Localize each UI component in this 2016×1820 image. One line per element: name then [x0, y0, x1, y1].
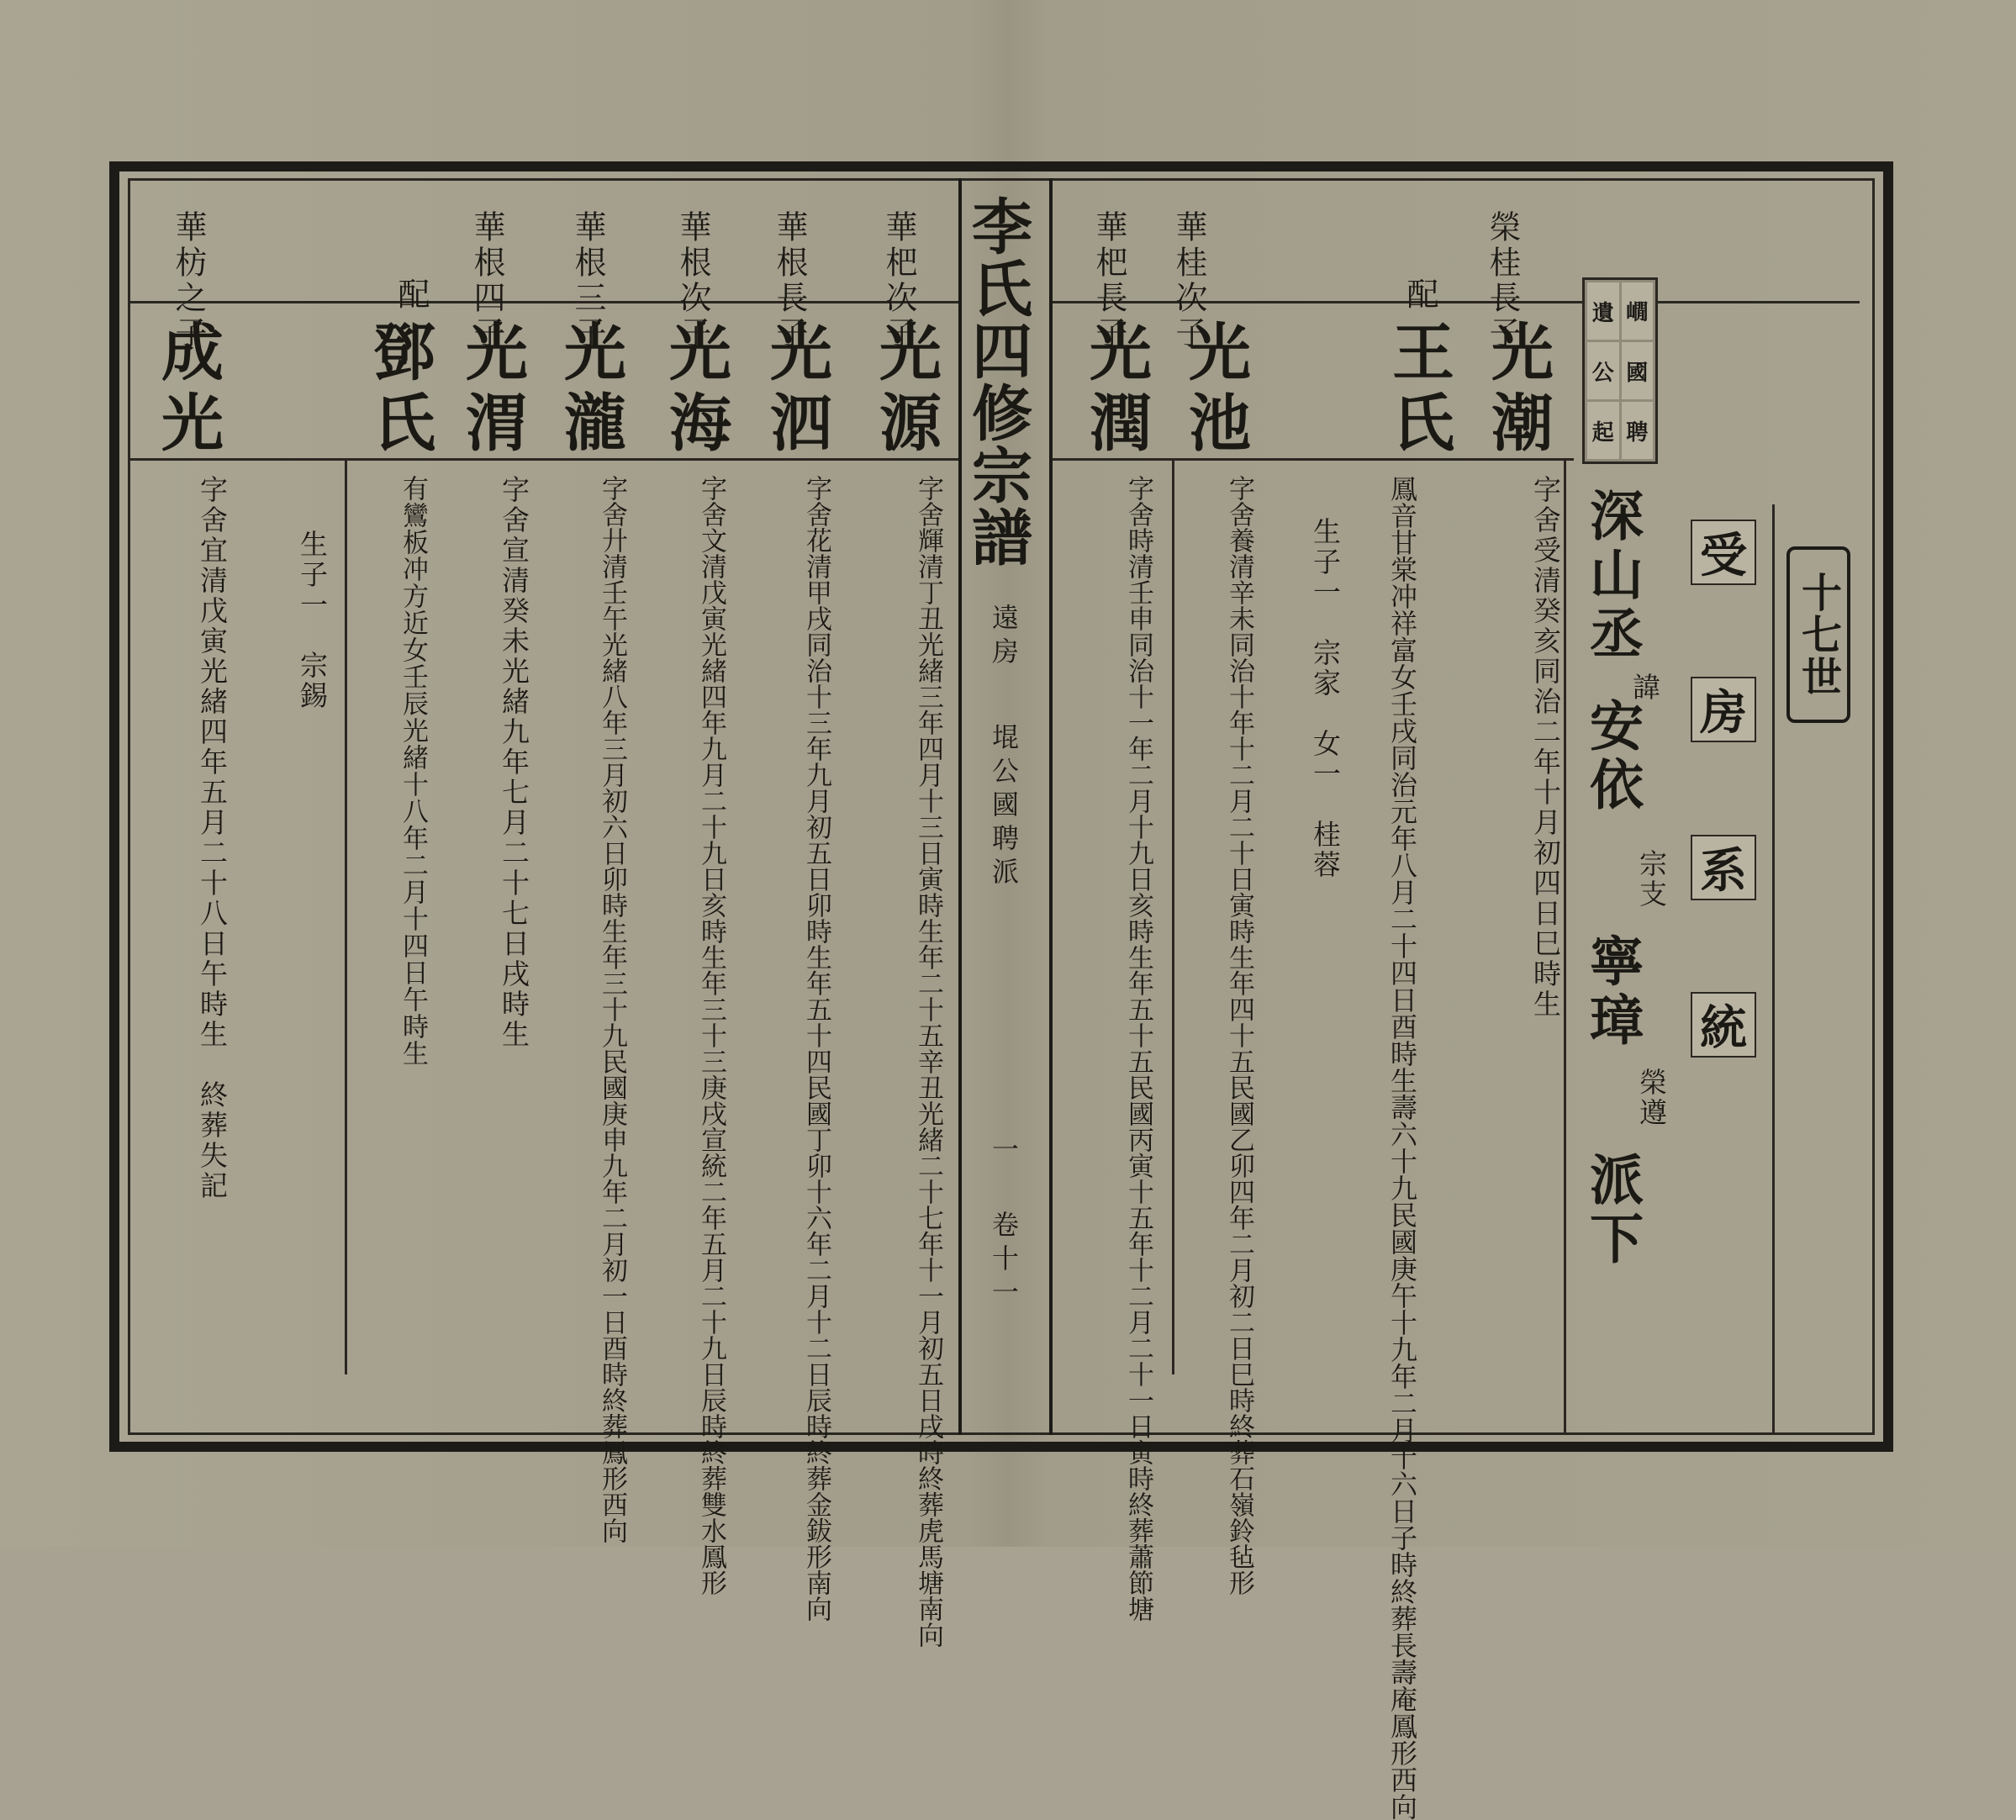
- ancestor-line-1: 深山丞: [1581, 488, 1644, 664]
- entry-name: 成光: [151, 319, 224, 461]
- seal-char: 公: [1587, 342, 1619, 399]
- seal-char: 聘: [1622, 402, 1654, 459]
- branch-label: 遠房: [988, 604, 1020, 671]
- name-divider-left: [128, 458, 958, 461]
- entry-bio: 字舍花清甲戌同治十三年九月初五日卯時生年五十四民國丁卯十六年二月十二日辰時終葬金鈸形南向: [801, 475, 831, 1622]
- ancestor-note-1: 諱: [1628, 673, 1661, 703]
- entry-relation: 華桂次子: [1170, 210, 1207, 351]
- ancestor-line-3: 寧璋: [1581, 933, 1644, 1051]
- entry-bio: 字舍輝清丁丑光緒三年四月十三日寅時生年二十五辛丑光緒二十七年十一月初五日戌時終葬虎馬塘南向: [913, 475, 943, 1648]
- entry-name: 王氏: [1382, 319, 1454, 461]
- volume-label: 卷十一: [988, 1211, 1020, 1311]
- lineage-label: 堒公國聘派: [988, 723, 1020, 891]
- entry-bio: 字舍時清壬申同治十一年二月十九日亥時生年五十五民國丙寅十五年十二月二十一日寅時終葬蕭節塘: [1123, 475, 1153, 1622]
- entry-bio: 鳳音甘棠冲祥富女壬戌同治元年八月二十四日酉時生壽六十九民國庚午十九年二月十六日子時終葬長壽庵鳳形西向: [1386, 475, 1418, 1820]
- relation-divider-left: [128, 301, 958, 303]
- col-divider: [1172, 458, 1174, 1374]
- seal-char: 國: [1622, 342, 1654, 399]
- ancestor-note-3: 榮遵: [1635, 1068, 1668, 1128]
- section-title-char: 受: [1691, 520, 1756, 585]
- section-title: [1690, 520, 1757, 1058]
- col-divider: [345, 458, 347, 1374]
- entry-relation: 配: [1401, 277, 1438, 313]
- entry-name: 光海: [659, 319, 731, 461]
- section-divider-2: [1772, 504, 1775, 1435]
- entry-relation: 榮桂長子: [1484, 210, 1521, 351]
- section-title-char: 系: [1691, 835, 1756, 900]
- entry-name: 鄧氏: [363, 319, 435, 461]
- book-title: 李氏四修宗譜: [962, 195, 1033, 568]
- entry-bio: 字舍受清癸亥同治二年十月初四日巳時生: [1529, 475, 1562, 1020]
- seal-stamp: [1582, 277, 1658, 464]
- seal-char: 遺: [1587, 282, 1619, 340]
- entry-relation: 華杷長子: [1090, 210, 1127, 351]
- seal-char: 起: [1587, 402, 1619, 459]
- ancestor-line-2: 安依: [1581, 698, 1644, 815]
- entry-relation: 華根次子: [674, 210, 711, 351]
- entry-relation: 華杷次子: [880, 210, 917, 351]
- entry-relation: 華枋之子: [170, 210, 207, 351]
- entry-relation: 華根四子: [468, 210, 505, 351]
- entry-bio: 有鸞板冲方近女壬辰光緒十八年二月十四日午時生: [398, 475, 428, 1067]
- section-title-char: 房: [1691, 677, 1756, 742]
- entry-name: 光源: [869, 319, 942, 461]
- entry-name: 光潤: [1079, 319, 1152, 461]
- entry-bio: 字舍宜清戊寅光緒四年五月二十八日午時生 終葬失記: [196, 475, 229, 1201]
- entry-bio: 字舍廾清壬午光緒八年三月初六日卯時生年三十九民國庚申九年二月初一日酉時終葬鳳形西向: [597, 475, 627, 1543]
- generation-label: 十七世: [1786, 546, 1850, 723]
- entry-relation: 華根長子: [771, 210, 808, 351]
- entry-bio: 字舍文清戊寅光緒四年九月二十九日亥時生年三十三庚戌宣統二年五月二十九日辰時終葬雙水鳳形: [696, 475, 726, 1596]
- entry-relation: 華根三子: [569, 210, 606, 351]
- entry-name: 光渭: [456, 319, 528, 461]
- entry-name: 光泗: [760, 319, 832, 461]
- entry-relation: 配: [393, 277, 430, 313]
- ancestor-note-2: 宗支: [1635, 849, 1668, 910]
- entry-bio: 生子一 宗家 女一 桂蓉: [1309, 517, 1342, 880]
- section-title-char: 統: [1691, 992, 1756, 1058]
- entry-bio: 字舍宣清癸未光緒九年七月二十七日戌時生: [498, 475, 530, 1050]
- ancestor-line-4: 派下: [1581, 1152, 1644, 1269]
- seal-char: 𡼥: [1622, 282, 1654, 340]
- section-divider-1: [1564, 458, 1566, 1435]
- entry-bio: 字舍養清辛未同治十年十二月二十日寅時生年四十五民國乙卯四年二月初二日巳時終葬石嶺鈴毡形: [1224, 475, 1254, 1596]
- entry-name: 光池: [1179, 319, 1251, 461]
- entry-name: 光潮: [1481, 319, 1554, 461]
- entry-bio: 生子一 宗錫: [296, 530, 329, 711]
- page-number: 一: [988, 1135, 1020, 1168]
- entry-name: 光瀧: [554, 319, 626, 461]
